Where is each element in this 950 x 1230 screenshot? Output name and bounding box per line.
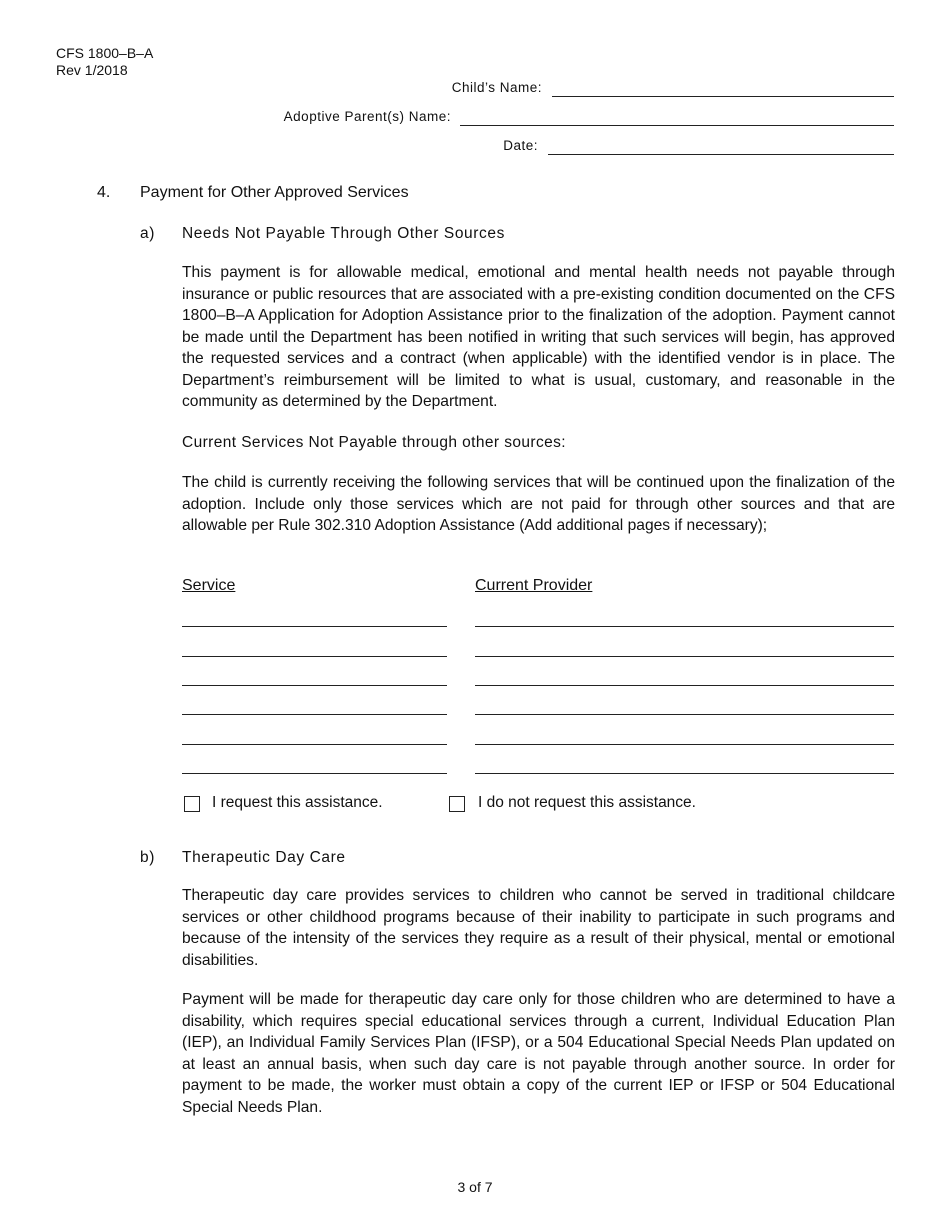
section-number: 4. xyxy=(97,184,111,201)
parent-name-field[interactable] xyxy=(460,109,894,126)
parent-name-label: Adoptive Parent(s) Name: xyxy=(283,109,451,124)
child-name-label: Child’s Name: xyxy=(451,80,542,95)
provider-input-5[interactable] xyxy=(475,728,894,745)
subsection-a-paragraph: This payment is for allowable medical, emotional and mental health needs not payable through insurance or public resources that are associated with a pre-existing condition documented on the CFS 1800–B–A Application for Adoption Assistance prior to the finalization of the adoption. Payment cannot be made until the Department has been notified in writing that such services will begin, has approved the requested services and a contract (when applicable) with the identified vendor is in place. The Department’s reimbursement will be limited to what is usual, customary, and reasonable in the community as determined by the Department. xyxy=(182,264,895,410)
request-assistance-checkbox[interactable] xyxy=(184,796,200,812)
decline-assistance-label: I do not request this assistance. xyxy=(478,794,696,811)
subsection-a-title: Needs Not Payable Through Other Sources xyxy=(182,225,505,242)
decline-assistance-checkbox[interactable] xyxy=(449,796,465,812)
provider-input-2[interactable] xyxy=(475,640,894,657)
current-services-heading: Current Services Not Payable through other sources: xyxy=(182,434,566,451)
date-label: Date: xyxy=(503,138,538,153)
subsection-b-letter: b) xyxy=(140,849,155,866)
request-assistance-label: I request this assistance. xyxy=(212,794,383,811)
provider-input-3[interactable] xyxy=(475,669,894,686)
child-name-field[interactable] xyxy=(552,80,894,97)
form-code: CFS 1800–B–A xyxy=(56,45,154,61)
service-input-2[interactable] xyxy=(182,640,447,657)
provider-input-6[interactable] xyxy=(475,757,894,774)
provider-column-header: Current Provider xyxy=(475,577,593,594)
form-revision: Rev 1/2018 xyxy=(56,62,128,78)
service-input-1[interactable] xyxy=(182,610,447,627)
current-services-paragraph: The child is currently receiving the following services that will be continued upon the finalization of the adoption. Include only those services which are not paid for through other sources and that are allowable per Rule 302.310 Adoption Assistance (Add additional pages if necessary); xyxy=(182,474,895,534)
subsection-a-letter: a) xyxy=(140,225,155,242)
subsection-b-paragraph-2: Payment will be made for therapeutic day care only for those children who are determined to have a disability, which requires special educational services through a current, Individual Education Plan (IEP), an Individual Family Services Plan (IFSP), or a 504 Educational Special Needs Plan updated on at least an annual basis, when such day care is not payable through another source. In order for payment to be made, the worker must obtain a copy of the current IEP or IFSP or 504 Educational Special Needs Plan. xyxy=(182,991,895,1116)
subsection-b-paragraph-1: Therapeutic day care provides services to children who cannot be served in traditional childcare services or other childhood programs because of their inability to participate in such programs and because of the intensity of the services they require as a result of their physical, mental or emotional disabilities. xyxy=(182,887,895,969)
page-number: 3 of 7 xyxy=(457,1179,493,1195)
date-field[interactable] xyxy=(548,138,894,155)
service-input-3[interactable] xyxy=(182,669,447,686)
service-column-header: Service xyxy=(182,577,236,594)
provider-input-4[interactable] xyxy=(475,698,894,715)
section-title: Payment for Other Approved Services xyxy=(140,184,409,201)
provider-input-1[interactable] xyxy=(475,610,894,627)
service-input-4[interactable] xyxy=(182,698,447,715)
subsection-b-title: Therapeutic Day Care xyxy=(182,849,346,866)
service-input-6[interactable] xyxy=(182,757,447,774)
service-input-5[interactable] xyxy=(182,728,447,745)
